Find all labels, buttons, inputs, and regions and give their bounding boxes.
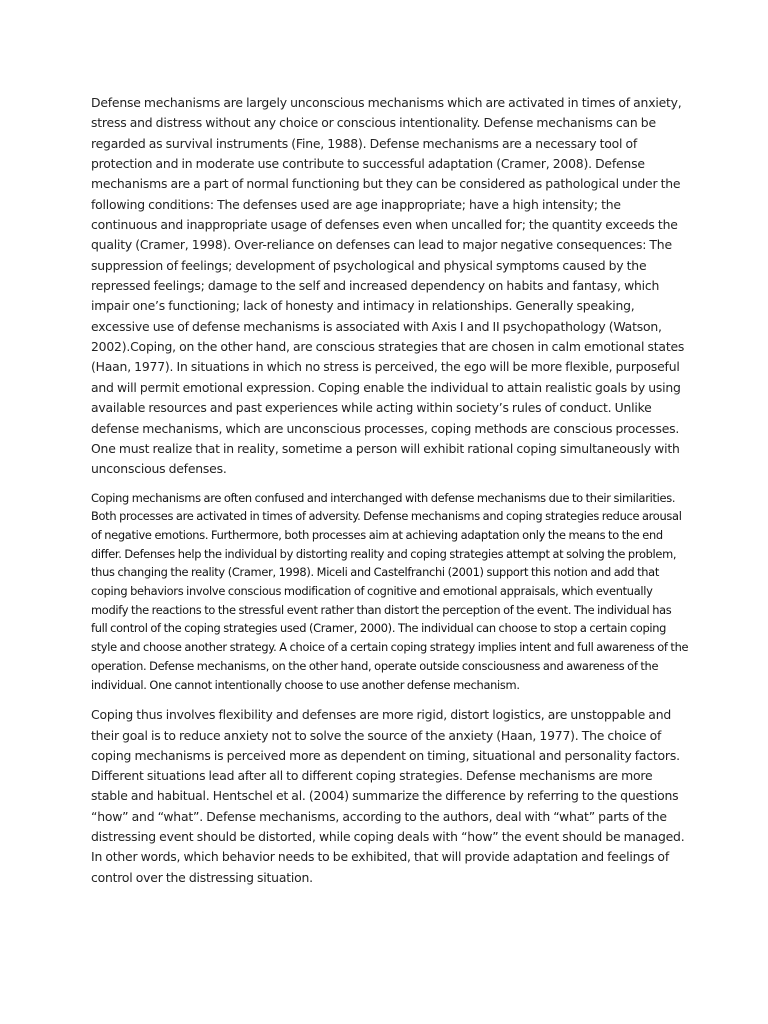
paragraph-flexibility: Coping thus involves flexibility and defenses are more rigid, distort logistics, are unstoppable and their goal is to reduce anxiety not to solve the source of the anxiety (Haan, 1977). The choice of coping mechanisms is perceived more as dependent on timing, situational and personality factors. Different situations lead after all to different coping strategies. Defense mechanisms are more stable and habitual. Hentschel et al. (2004) summarize the difference by referring to the questions “how” and “what”. Defense mechanisms, according to the authors, deal with “what” parts of the distressing event should be distorted, while coping deals with “how” the event should be managed. In other words, which behavior needs to be exhibited, that will provide adaptation and feelings of control over the distressing situation. (91, 707, 685, 885)
paragraph-defense-mechanisms: Defense mechanisms are largely unconscious mechanisms which are activated in times of anxiety, stress and distress without any choice or conscious intentionality. Defense mechanisms can be regarded as survival instruments (Fine, 1988). Defense mechanisms are a necessary tool of protection and in moderate use contribute to successful adaptation (Cramer, 2008). Defense mechanisms are a part of normal functioning but they can be considered as pathological under the following conditions: The defenses used are age inappropriate; have a high intensity; the continuous and inappropriate usage of defenses even when uncalled for; the quantity exceeds the quality (Cramer, 1998). Over-reliance on defenses can lead to major negative consequences: The suppression of feelings; development of psychological and physical symptoms caused by the repressed feelings; damage to the self and increased dependency on habits and fantasy, which impair one’s functioning; lack of honesty and intimacy in relationships. Generally speaking, excessive use of defense mechanisms is associated with Axis I and II psychopathology (Watson, 2002).Coping, on the other hand, are conscious strategies that are chosen in calm emotional states (Haan, 1977). In situations in which no stress is perceived, the ego will be more flexible, purposeful and will permit emotional expression. Coping enable the individual to attain realistic goals by using available resources and past experiences while acting within society’s rules of conduct. Unlike defense mechanisms, which are unconscious processes, coping methods are conscious processes. One must realize that in reality, sometime a person will exhibit rational coping simultaneously with unconscious defenses. (91, 95, 685, 477)
document-page (91, 93, 689, 888)
paragraph-coping-vs-defense: Coping mechanisms are often confused and interchanged with defense mechanisms due to their similarities. Both processes are activated in times of adversity. Defense mechanisms and coping strategies reduce arousal of negative emotions. Furthermore, both processes aim at achieving adaptation only the means to the end differ. Defenses help the individual by distorting reality and coping strategies attempt at solving the problem, thus changing the reality (Cramer, 1998). Miceli and Castelfranchi (2001) support this notion and add that coping behaviors involve conscious modification of cognitive and emotional appraisals, which eventually modify the reactions to the stressful event rather than distort the perception of the event. The individual has full control of the coping strategies used (Cramer, 2000). The individual can choose to stop a certain coping style and choose another strategy. A choice of a certain coping strategy implies intent and full awareness of the operation. Defense mechanisms, on the other hand, operate outside consciousness and awareness of the individual. One cannot intentionally choose to use another defense mechanism. (91, 490, 689, 692)
